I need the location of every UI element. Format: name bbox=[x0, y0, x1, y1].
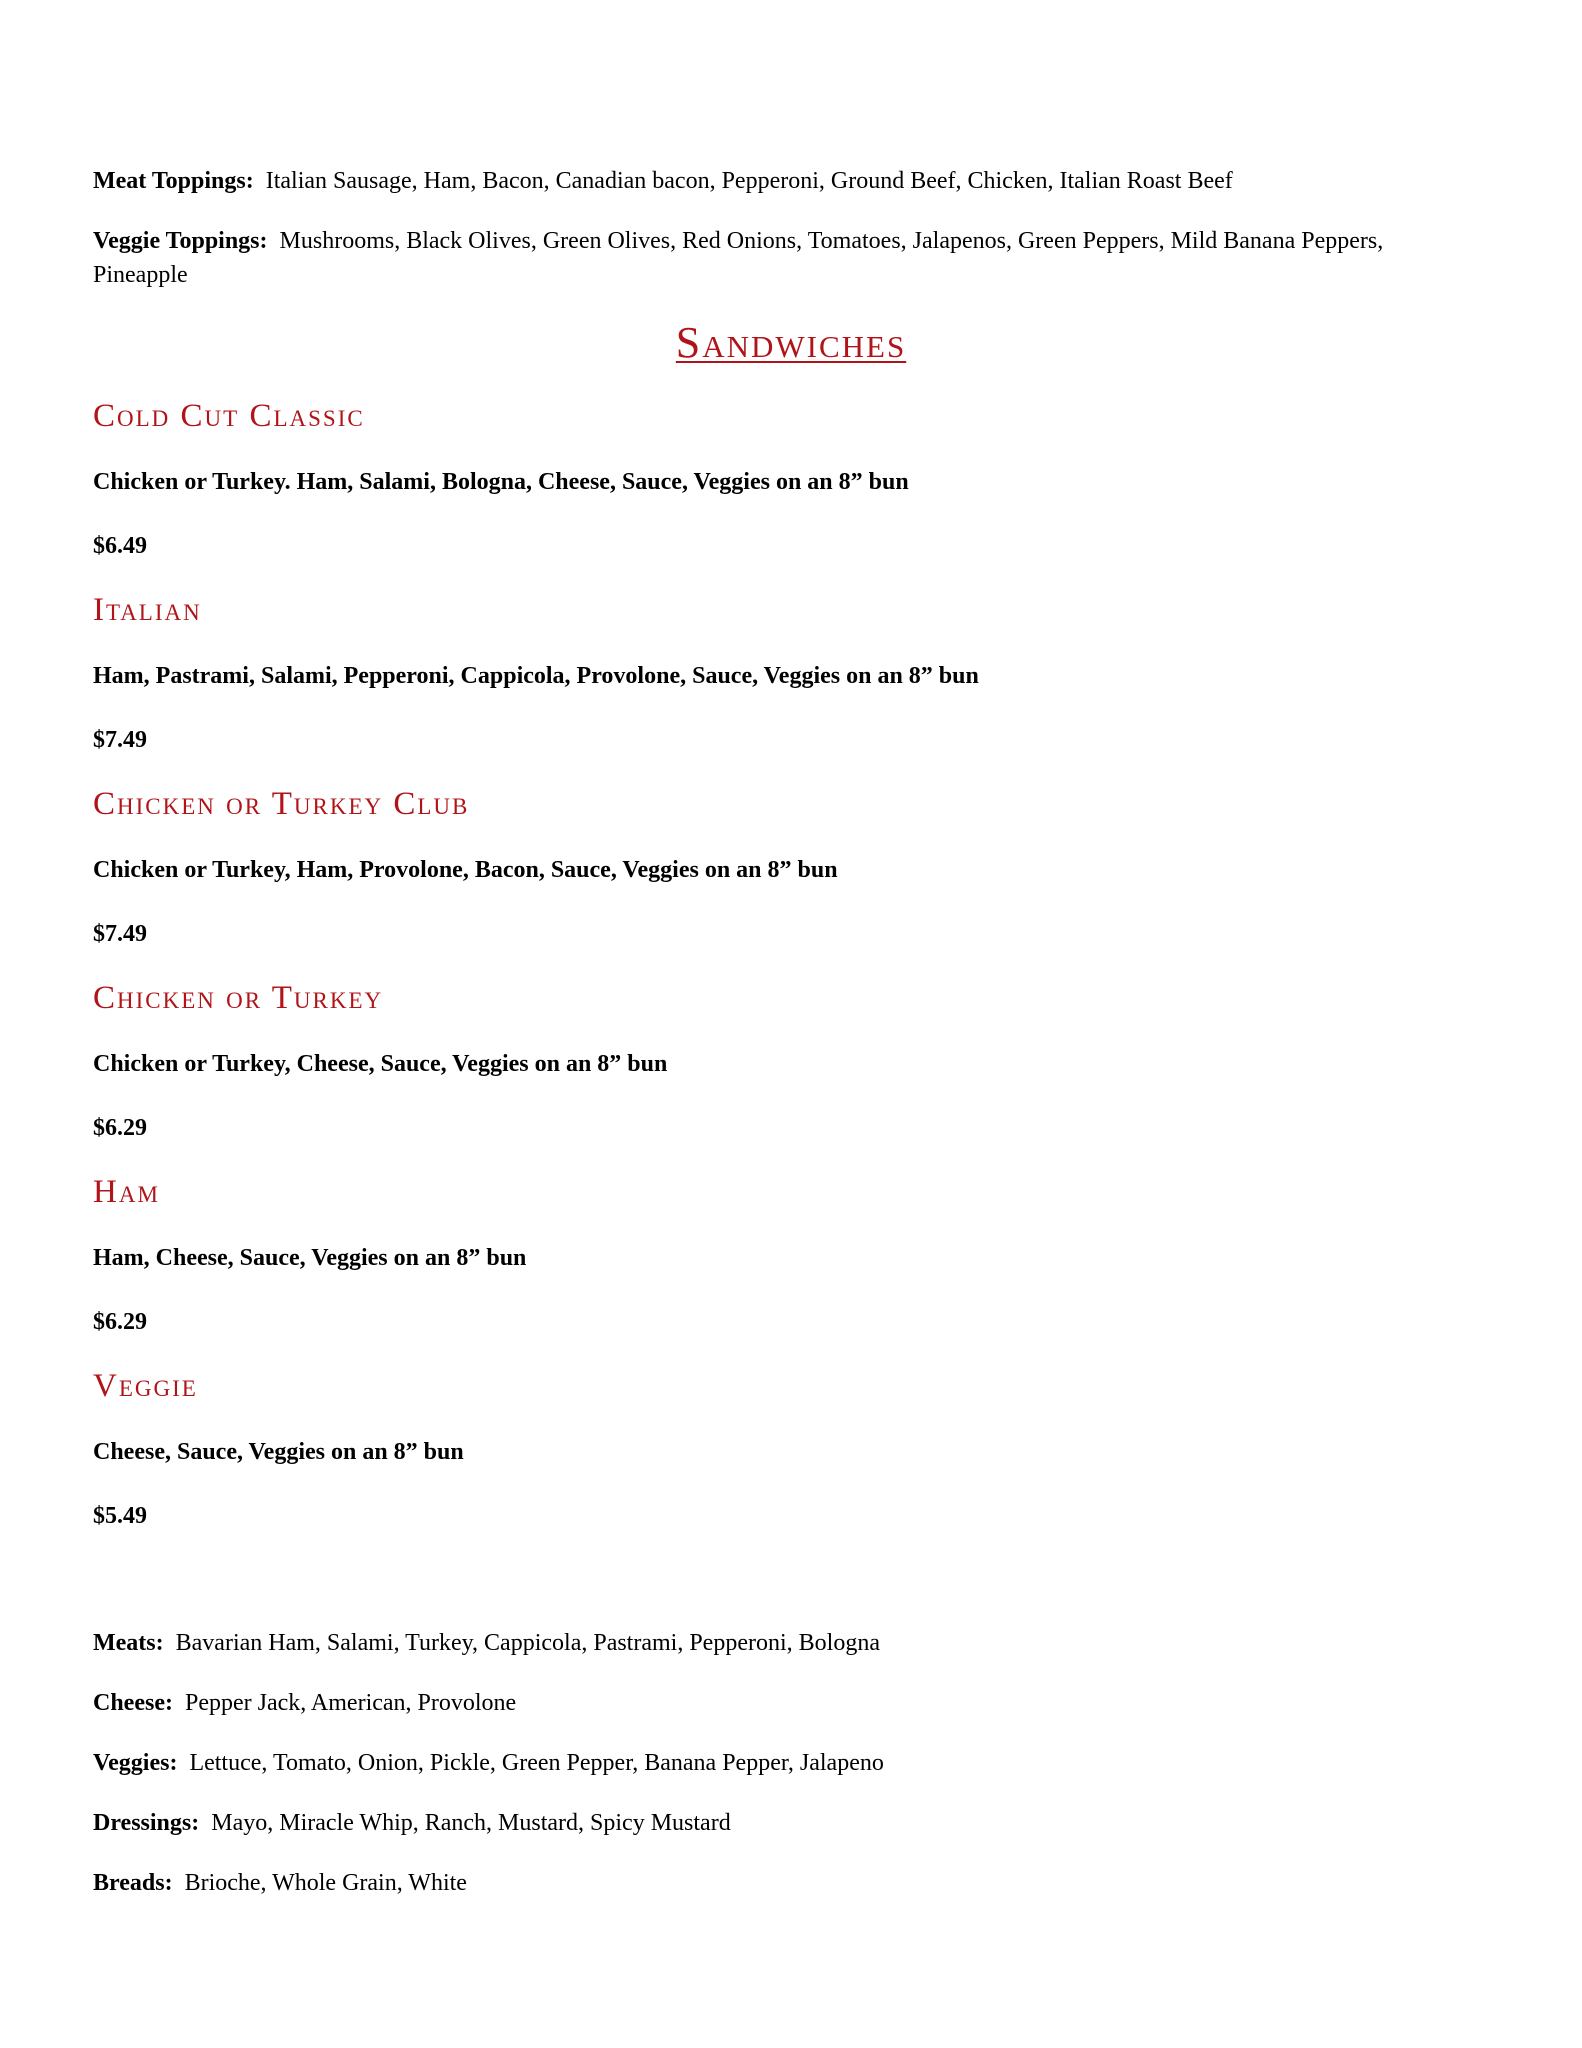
option-breads bbox=[93, 1866, 467, 1900]
option-dressings bbox=[93, 1806, 731, 1840]
meat-toppings-label: Meat Toppings: bbox=[93, 168, 254, 194]
option-label: Meats: bbox=[93, 1630, 164, 1656]
option-value: Pepper Jack, American, Provolone bbox=[184, 1690, 517, 1716]
page-title: Sandwiches bbox=[675, 318, 907, 367]
sandwich-description: Cheese, Sauce, Veggies on an 8” bun bbox=[93, 1439, 464, 1465]
option-label: Dressings: bbox=[93, 1810, 200, 1836]
option-value: Mayo, Miracle Whip, Ranch, Mustard, Spicy Mustard bbox=[211, 1810, 731, 1836]
sandwich-price: $7.49 bbox=[93, 921, 147, 947]
option-label: Cheese: bbox=[93, 1690, 173, 1716]
sandwich-description: Ham, Cheese, Sauce, Veggies on an 8” bun bbox=[93, 1245, 527, 1271]
section-heading-cold-cut-classic: Cold Cut Classic bbox=[93, 398, 365, 434]
sandwich-description: Ham, Pastrami, Salami, Pepperoni, Cappicola, Provolone, Sauce, Veggies on an 8” bun bbox=[93, 663, 979, 689]
option-cheese bbox=[93, 1686, 516, 1720]
sandwich-price: $6.49 bbox=[93, 533, 147, 559]
veggie-toppings-value: Mushrooms, Black Olives, Green Olives, Red Onions, Tomatoes, Jalapenos, Green Peppers, Mild Banana Peppers, Pineapple bbox=[93, 228, 1384, 288]
sandwich-price: $6.29 bbox=[93, 1115, 147, 1141]
option-label: Breads: bbox=[93, 1870, 173, 1896]
option-label: Veggies: bbox=[93, 1750, 178, 1776]
option-value: Brioche, Whole Grain, White bbox=[184, 1870, 467, 1896]
meat-toppings-value: Italian Sausage, Ham, Bacon, Canadian bacon, Pepperoni, Ground Beef, Chicken, Italian Roast Beef bbox=[265, 168, 1233, 194]
option-veggies bbox=[93, 1746, 884, 1780]
option-value: Bavarian Ham, Salami, Turkey, Cappicola, Pastrami, Pepperoni, Bologna bbox=[175, 1630, 880, 1656]
sandwich-description: Chicken or Turkey. Ham, Salami, Bologna, Cheese, Sauce, Veggies on an 8” bun bbox=[93, 469, 909, 495]
sandwich-description: Chicken or Turkey, Cheese, Sauce, Veggies on an 8” bun bbox=[93, 1051, 668, 1077]
sandwich-price: $7.49 bbox=[93, 727, 147, 753]
sandwich-price: $6.29 bbox=[93, 1309, 147, 1335]
option-value: Lettuce, Tomato, Onion, Pickle, Green Pepper, Banana Pepper, Jalapeno bbox=[189, 1750, 884, 1776]
section-heading-chicken-or-turkey-club: Chicken or Turkey Club bbox=[93, 786, 470, 822]
meat-toppings-line bbox=[93, 164, 1233, 198]
sandwich-price: $5.49 bbox=[93, 1503, 147, 1529]
sandwich-description: Chicken or Turkey, Ham, Provolone, Bacon, Sauce, Veggies on an 8” bun bbox=[93, 857, 838, 883]
section-heading-ham: Ham bbox=[93, 1174, 160, 1210]
veggie-toppings-label: Veggie Toppings: bbox=[93, 228, 268, 254]
section-heading-veggie: Veggie bbox=[93, 1368, 198, 1404]
veggie-toppings-line bbox=[93, 224, 1453, 292]
option-meats bbox=[93, 1626, 880, 1660]
section-heading-italian: Italian bbox=[93, 592, 202, 628]
section-heading-chicken-or-turkey: Chicken or Turkey bbox=[93, 980, 384, 1016]
